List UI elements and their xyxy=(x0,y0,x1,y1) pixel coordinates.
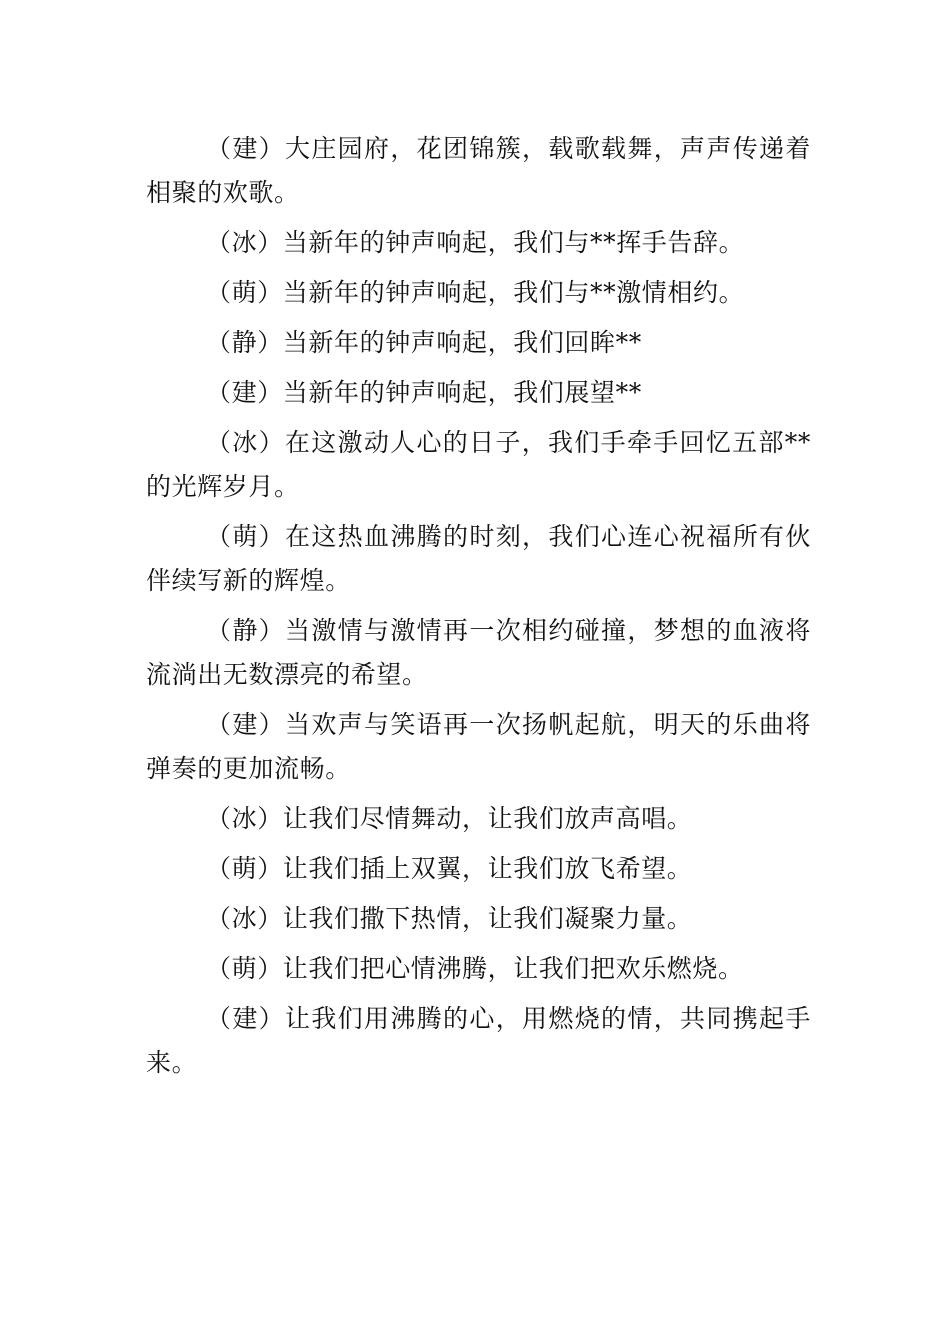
paragraph-6: （冰）在这激动人心的日子，我们手牵手回忆五部**的光辉岁月。 xyxy=(146,428,811,501)
paragraph-1: （建）大庄园府，花团锦簇，载歌载舞，声声传递着相聚的欢歌。 xyxy=(146,134,811,207)
paragraph-12: （冰）让我们撒下热情，让我们凝聚力量。 xyxy=(206,904,693,933)
paragraph-2: （冰）当新年的钟声响起，我们与**挥手告辞。 xyxy=(206,228,745,257)
paragraph-11: （萌）让我们插上双翼，让我们放飞希望。 xyxy=(206,854,693,883)
paragraph-14: （建）让我们用沸腾的心，用燃烧的情，共同携起手来。 xyxy=(146,1004,811,1077)
paragraph-10: （冰）让我们尽情舞动，让我们放声高唱。 xyxy=(206,804,693,833)
paragraph-8: （静）当激情与激情再一次相约碰撞，梦想的血液将流淌出无数漂亮的希望。 xyxy=(146,616,811,689)
paragraph-9: （建）当欢声与笑语再一次扬帆起航，明天的乐曲将弹奏的更加流畅。 xyxy=(146,710,811,783)
paragraph-4: （静）当新年的钟声响起，我们回眸** xyxy=(206,328,642,357)
document-body xyxy=(146,127,811,1091)
paragraph-5: （建）当新年的钟声响起，我们展望** xyxy=(206,378,642,407)
paragraph-13: （萌）让我们把心情沸腾，让我们把欢乐燃烧。 xyxy=(206,954,744,983)
paragraph-7: （萌）在这热血沸腾的时刻，我们心连心祝福所有伙伴续写新的辉煌。 xyxy=(146,522,811,595)
paragraph-3: （萌）当新年的钟声响起，我们与**激情相约。 xyxy=(206,278,745,307)
